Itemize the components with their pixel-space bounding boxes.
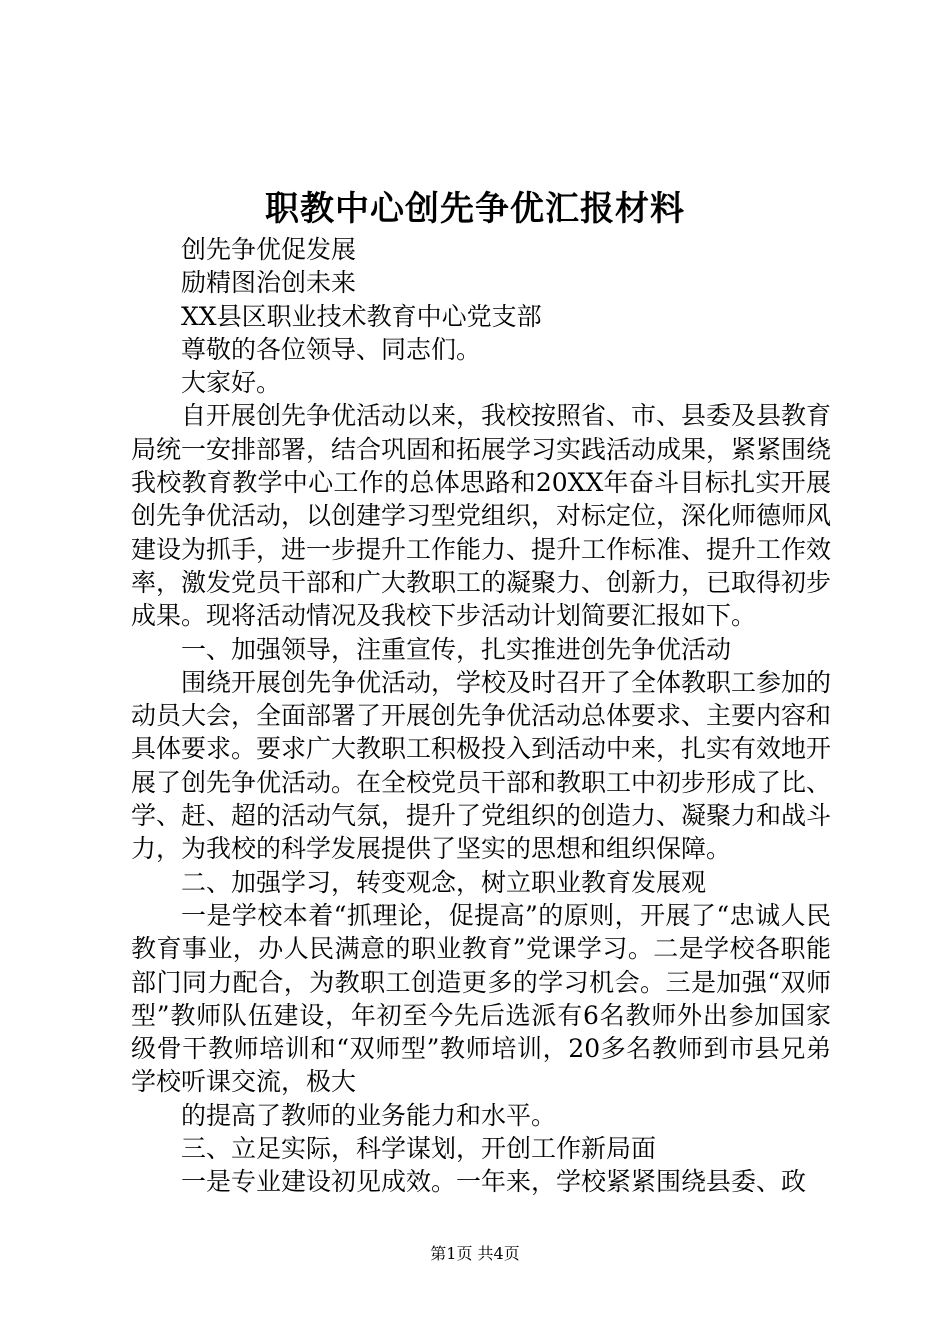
paragraph-slogan-2: 励精图治创未来 [181,268,357,298]
paragraph-slogan-1: 创先争优促发展 [181,235,357,264]
paragraph-section-3: 一是专业建设初见成效。一年来，学校紧紧围绕县委、政 [181,1167,807,1197]
paragraph-salutation: 尊敬的各位领导、同志们。 [181,334,482,364]
page-number-footer: 第1页 共4页 [430,1244,520,1263]
section-heading-2: 二、加强学习，转变观念，树立职业教育发展观 [181,867,707,897]
paragraph-section-1: 围绕开展创先争优活动，学校及时召开了全体教职工参加的动员大会，全面部署了开展创先争优活动总体要求、主要内容和具体要求。要求广大教职工积极投入到活动中来，扎实有效地开展了创先争优活动。在全校党员干部和教职工中初步形成了比、学、赶、超的活动气氛，提升了党组织的创造力、凝聚力和战斗力，为我校的科学发展提供了坚实的思想和组织保障。 [131,667,832,864]
paragraph-introduction: 自开展创先争优活动以来，我校按照省、市、县委及县教育局统一安排部署，结合巩固和拓展学习实践活动成果，紧紧围绕我校教育教学中心工作的总体思路和20XX年奋斗目标扎实开展创先争优活动，以创建学习型党组织，对标定位，深化师德师风建设为抓手，进一步提升工作能力、提升工作标准、提升工作效率，激发党员干部和广大教职工的凝聚力、创新力，已取得初步成果。现将活动情况及我校下步活动计划简要汇报如下。 [131,401,832,631]
section-heading-1: 一、加强领导，注重宣传，扎实推进创先争优活动 [181,634,732,664]
paragraph-section-2-continued: 的提高了教师的业务能力和水平。 [181,1100,557,1130]
section-heading-3: 三、立足实际，科学谋划，开创工作新局面 [181,1134,657,1164]
document-title: 职教中心创先争优汇报材料 [265,189,685,229]
paragraph-section-2: 一是学校本着“抓理论，促提高”的原则，开展了“忠诚人民教育事业，办人民满意的职业教育”党课学习。二是学校各职能部门同力配合，为教职工创造更多的学习机会。三是加强“双师型”教师队伍建设，年初至今先后选派有6名教师外出参加国家级骨干教师培训和“双师型”教师培训，20多名教师到市县兄弟学校听课交流，极大 [131,900,831,1097]
document-body [131,233,831,1199]
paragraph-greeting: 大家好。 [181,368,282,398]
paragraph-organization: XX县区职业技术教育中心党支部 [181,301,542,331]
